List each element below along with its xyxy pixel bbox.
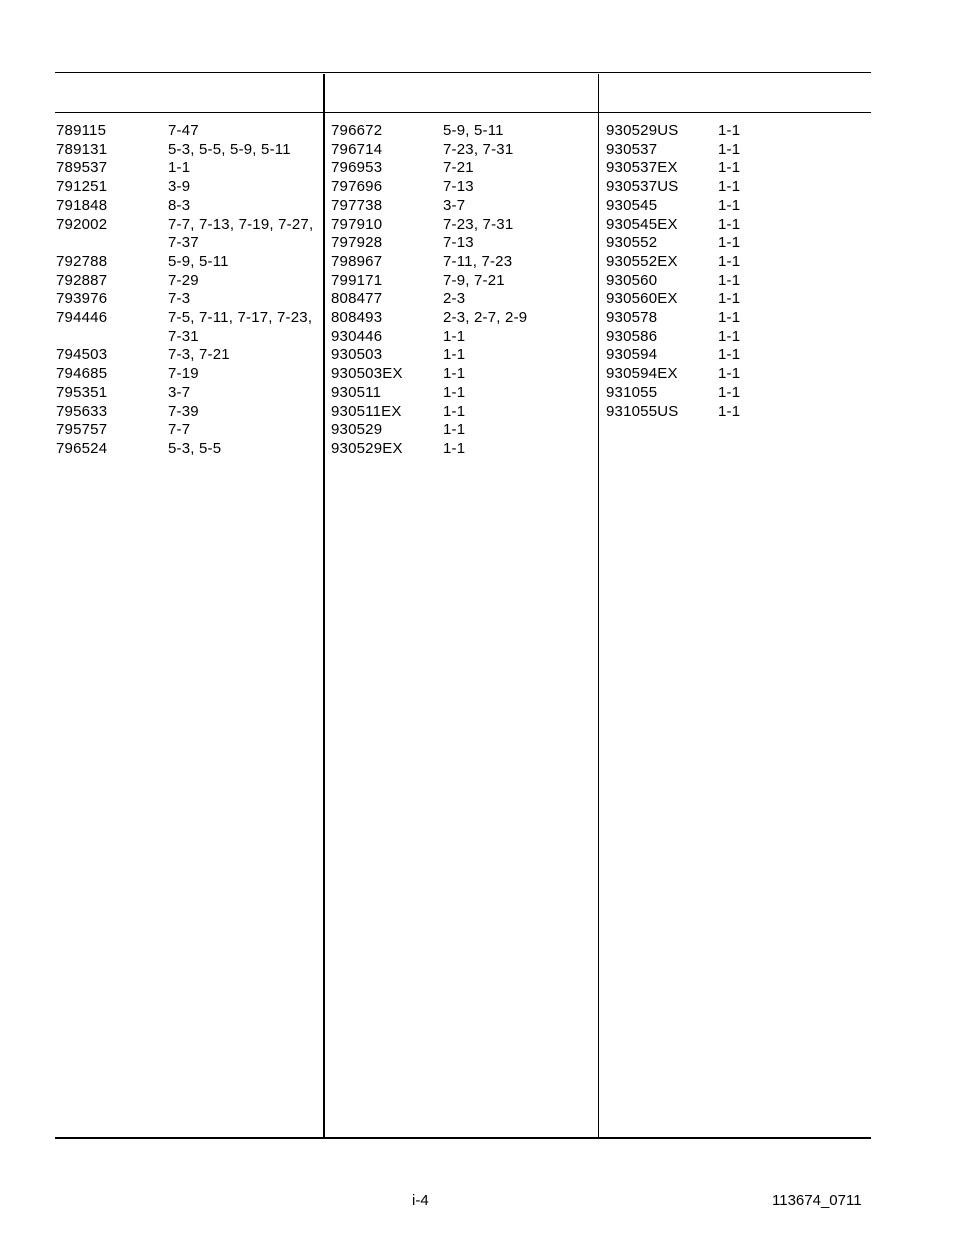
part-number: 797696 [331, 178, 383, 196]
index-row [606, 197, 868, 216]
page-reference: 5-3, 5-5, 5-9, 5-11 [168, 140, 291, 158]
index-row [56, 197, 321, 216]
index-row [56, 440, 321, 459]
index-row [331, 309, 593, 328]
page-reference: 1-1 [718, 234, 741, 252]
part-number: 789131 [56, 140, 108, 158]
page-reference: 1-1 [718, 252, 741, 270]
index-row [56, 216, 321, 235]
page-reference: 1-1 [718, 159, 741, 177]
index-row [56, 365, 321, 384]
index-row [606, 365, 868, 384]
part-number: 792002 [56, 215, 108, 233]
part-number: 792788 [56, 252, 108, 270]
part-number: 796524 [56, 439, 108, 457]
page-reference: 1-1 [718, 196, 741, 214]
part-number: 930586 [606, 327, 658, 345]
page-reference: 1-1 [718, 383, 741, 401]
index-row [331, 328, 593, 347]
index-row [331, 253, 593, 272]
page-reference: 7-39 [168, 402, 199, 420]
page-reference: 1-1 [718, 215, 741, 233]
index-column-2 [331, 122, 593, 459]
page-reference: 7-19 [168, 365, 199, 383]
part-number: 930594 [606, 346, 658, 364]
index-row [56, 403, 321, 422]
index-row [331, 178, 593, 197]
index-column-1 [56, 122, 321, 459]
page-reference: 1-1 [443, 327, 466, 345]
page-reference: 1-1 [443, 383, 466, 401]
index-row [606, 159, 868, 178]
page-reference: 3-7 [168, 383, 191, 401]
page-reference: 5-9, 5-11 [443, 122, 504, 139]
index-row [606, 122, 868, 141]
page-reference: 8-3 [168, 196, 191, 214]
bottom-rule [55, 1137, 871, 1139]
page-reference: 1-1 [443, 402, 466, 420]
page-reference: 5-3, 5-5 [168, 439, 222, 457]
page-reference: 1-1 [718, 402, 741, 420]
part-number: 796672 [331, 122, 383, 139]
page-reference: 7-9, 7-21 [443, 271, 505, 289]
part-number: 796714 [331, 140, 383, 158]
page-reference: 5-9, 5-11 [168, 252, 229, 270]
page-reference: 1-1 [443, 365, 466, 383]
part-number: 930545 [606, 196, 658, 214]
page-reference: 7-37 [168, 234, 199, 252]
column-divider-1 [323, 74, 325, 1139]
part-number: 930537EX [606, 159, 678, 177]
index-row [56, 253, 321, 272]
index-row [56, 272, 321, 291]
index-row [606, 234, 868, 253]
part-number: 808493 [331, 309, 383, 327]
part-number: 794685 [56, 365, 108, 383]
page-reference: 7-23, 7-31 [443, 140, 514, 158]
page-reference: 7-13 [443, 178, 474, 196]
index-row [331, 403, 593, 422]
index-row [56, 122, 321, 141]
page-reference: 1-1 [718, 365, 741, 383]
index-row [56, 421, 321, 440]
header-bottom-rule [55, 112, 871, 113]
page-reference: 7-3, 7-21 [168, 346, 230, 364]
part-number: 930503EX [331, 365, 403, 383]
part-number: 930594EX [606, 365, 678, 383]
column-divider-2 [598, 74, 599, 1139]
page-reference: 7-21 [443, 159, 474, 177]
page-reference: 1-1 [718, 140, 741, 158]
top-rule [55, 72, 871, 73]
part-number: 792887 [56, 271, 108, 289]
index-row [331, 197, 593, 216]
index-row [331, 440, 593, 459]
page-reference: 1-1 [718, 271, 741, 289]
page-reference: 1-1 [718, 122, 741, 139]
index-row [56, 309, 321, 328]
index-row [331, 290, 593, 309]
index-row [56, 290, 321, 309]
page-reference: 1-1 [443, 439, 466, 457]
page-reference: 7-31 [168, 327, 199, 345]
part-number: 930511 [331, 383, 382, 401]
part-number: 930529EX [331, 439, 403, 457]
index-row [606, 272, 868, 291]
index-row [606, 290, 868, 309]
page-reference: 1-1 [718, 346, 741, 364]
index-row [56, 178, 321, 197]
part-number: 808477 [331, 290, 383, 308]
index-row [331, 272, 593, 291]
index-row [606, 403, 868, 422]
part-number: 793976 [56, 290, 108, 308]
index-row [606, 328, 868, 347]
index-row [331, 234, 593, 253]
part-number: 931055 [606, 383, 658, 401]
part-number: 930503 [331, 346, 383, 364]
index-row [606, 178, 868, 197]
index-row [331, 216, 593, 235]
index-row [606, 253, 868, 272]
page-reference: 2-3 [443, 290, 466, 308]
page-reference: 7-13 [443, 234, 474, 252]
part-number: 799171 [331, 271, 383, 289]
index-row [331, 122, 593, 141]
part-number: 930560EX [606, 290, 678, 308]
index-row [331, 384, 593, 403]
part-number: 930560 [606, 271, 658, 289]
part-number: 931055US [606, 402, 679, 420]
part-number: 797910 [331, 215, 383, 233]
index-row [606, 141, 868, 160]
index-row [56, 346, 321, 365]
part-number: 930552 [606, 234, 658, 252]
part-number: 930545EX [606, 215, 678, 233]
index-row [606, 309, 868, 328]
page-reference: 1-1 [443, 346, 466, 364]
part-number: 791251 [56, 178, 108, 196]
index-row [606, 216, 868, 235]
index-row [56, 328, 321, 347]
page-reference: 1-1 [443, 421, 466, 439]
part-number: 794446 [56, 309, 108, 327]
part-number: 798967 [331, 252, 383, 270]
part-number-spacer [56, 234, 168, 253]
index-row [331, 159, 593, 178]
page-reference: 7-29 [168, 271, 199, 289]
part-number: 930529US [606, 122, 679, 139]
part-number: 930446 [331, 327, 383, 345]
part-number: 791848 [56, 196, 108, 214]
index-row [331, 421, 593, 440]
index-row [56, 159, 321, 178]
index-row [331, 346, 593, 365]
part-number: 796953 [331, 159, 383, 177]
page-reference: 7-5, 7-11, 7-17, 7-23, [168, 309, 313, 327]
part-number: 794503 [56, 346, 108, 364]
index-row [56, 141, 321, 160]
page-reference: 1-1 [168, 159, 191, 177]
part-number: 795633 [56, 402, 108, 420]
page-reference: 7-23, 7-31 [443, 215, 514, 233]
part-number: 930552EX [606, 252, 678, 270]
part-number: 930537US [606, 178, 679, 196]
page-reference: 7-3 [168, 290, 191, 308]
page-reference: 1-1 [718, 309, 741, 327]
part-number: 797738 [331, 196, 383, 214]
part-number-spacer [56, 328, 168, 347]
index-row [331, 141, 593, 160]
document-code: 113674_0711 [772, 1192, 862, 1209]
page-reference: 3-9 [168, 178, 191, 196]
index-row [331, 365, 593, 384]
page-reference: 1-1 [718, 327, 741, 345]
index-row [56, 234, 321, 253]
page-reference: 1-1 [718, 178, 741, 196]
index-row [606, 384, 868, 403]
page-number: i-4 [412, 1192, 429, 1209]
part-number: 795757 [56, 421, 108, 439]
part-number: 789537 [56, 159, 108, 177]
part-number: 797928 [331, 234, 383, 252]
page-reference: 7-7, 7-13, 7-19, 7-27, [168, 215, 314, 233]
part-number: 930529 [331, 421, 383, 439]
page-reference: 7-11, 7-23 [443, 252, 513, 270]
part-number: 795351 [56, 383, 108, 401]
part-number: 789115 [56, 122, 107, 139]
part-number: 930578 [606, 309, 658, 327]
index-column-3 [606, 122, 868, 421]
page-reference: 3-7 [443, 196, 466, 214]
part-number: 930511EX [331, 402, 402, 420]
page-reference: 1-1 [718, 290, 741, 308]
index-row [56, 384, 321, 403]
page-reference: 7-47 [168, 122, 199, 139]
page-reference: 2-3, 2-7, 2-9 [443, 309, 528, 327]
page-reference: 7-7 [168, 421, 191, 439]
index-row [606, 346, 868, 365]
part-number: 930537 [606, 140, 658, 158]
